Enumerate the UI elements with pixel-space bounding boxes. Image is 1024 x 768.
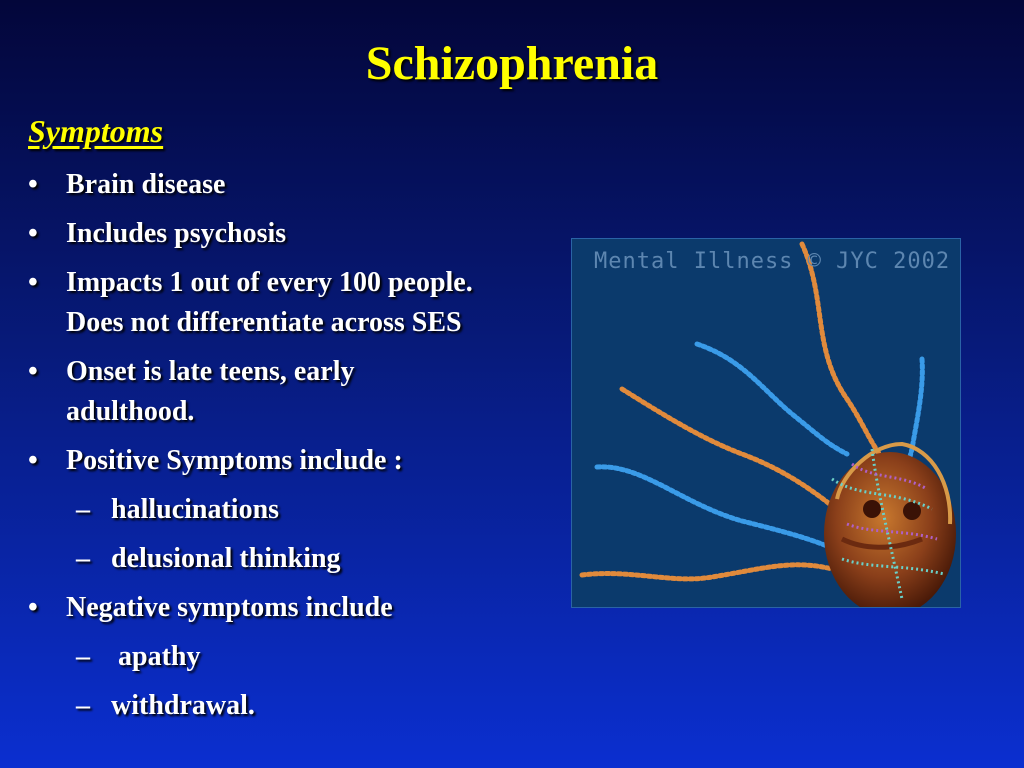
mental-illness-illustration	[571, 238, 961, 608]
bullet-list	[28, 165, 473, 726]
bullet-item	[28, 588, 473, 628]
bullet-text-continued: adulthood.	[66, 396, 195, 427]
head-with-radiating-strands-image	[572, 239, 960, 607]
bullet-item	[28, 214, 473, 254]
bullet-item	[28, 263, 473, 343]
dash-marker: –	[76, 690, 90, 721]
sub-bullet-text: delusional thinking	[111, 543, 341, 574]
section-heading: Symptoms	[28, 113, 164, 149]
sub-bullet-item	[28, 539, 473, 579]
bullet-text: Includes psychosis	[66, 218, 287, 249]
bullet-text: Positive Symptoms include :	[66, 445, 403, 476]
sub-bullet-text: withdrawal.	[111, 690, 255, 721]
bullet-text-continued: Does not differentiate across SES	[66, 307, 462, 338]
sub-bullet-item	[28, 490, 473, 530]
sub-bullet-text: hallucinations	[111, 494, 280, 525]
dash-marker: –	[76, 641, 90, 672]
sub-bullet-text: apathy	[111, 641, 201, 672]
bullet-text: Impacts 1 out of every 100 people.	[66, 267, 473, 298]
bullet-text: Brain disease	[66, 169, 226, 200]
bullet-marker: •	[28, 356, 38, 387]
bullet-marker: •	[28, 592, 38, 623]
sub-bullet-item	[28, 637, 473, 677]
sub-bullet-item	[28, 686, 473, 726]
bullet-text: Onset is late teens, early	[66, 356, 355, 387]
bullet-text: Negative symptoms include	[66, 592, 393, 623]
bullet-item	[28, 352, 473, 432]
bullet-marker: •	[28, 218, 38, 249]
slide-title: Schizophrenia	[365, 37, 659, 90]
dash-marker: –	[76, 494, 90, 525]
bullet-marker: •	[28, 445, 38, 476]
illustration-caption: Mental Illness © JYC 2002	[594, 249, 951, 274]
bullet-marker: •	[28, 267, 38, 298]
bullet-marker: •	[28, 169, 38, 200]
bullet-item	[28, 441, 473, 481]
bullet-item	[28, 165, 473, 205]
dash-marker: –	[76, 543, 90, 574]
